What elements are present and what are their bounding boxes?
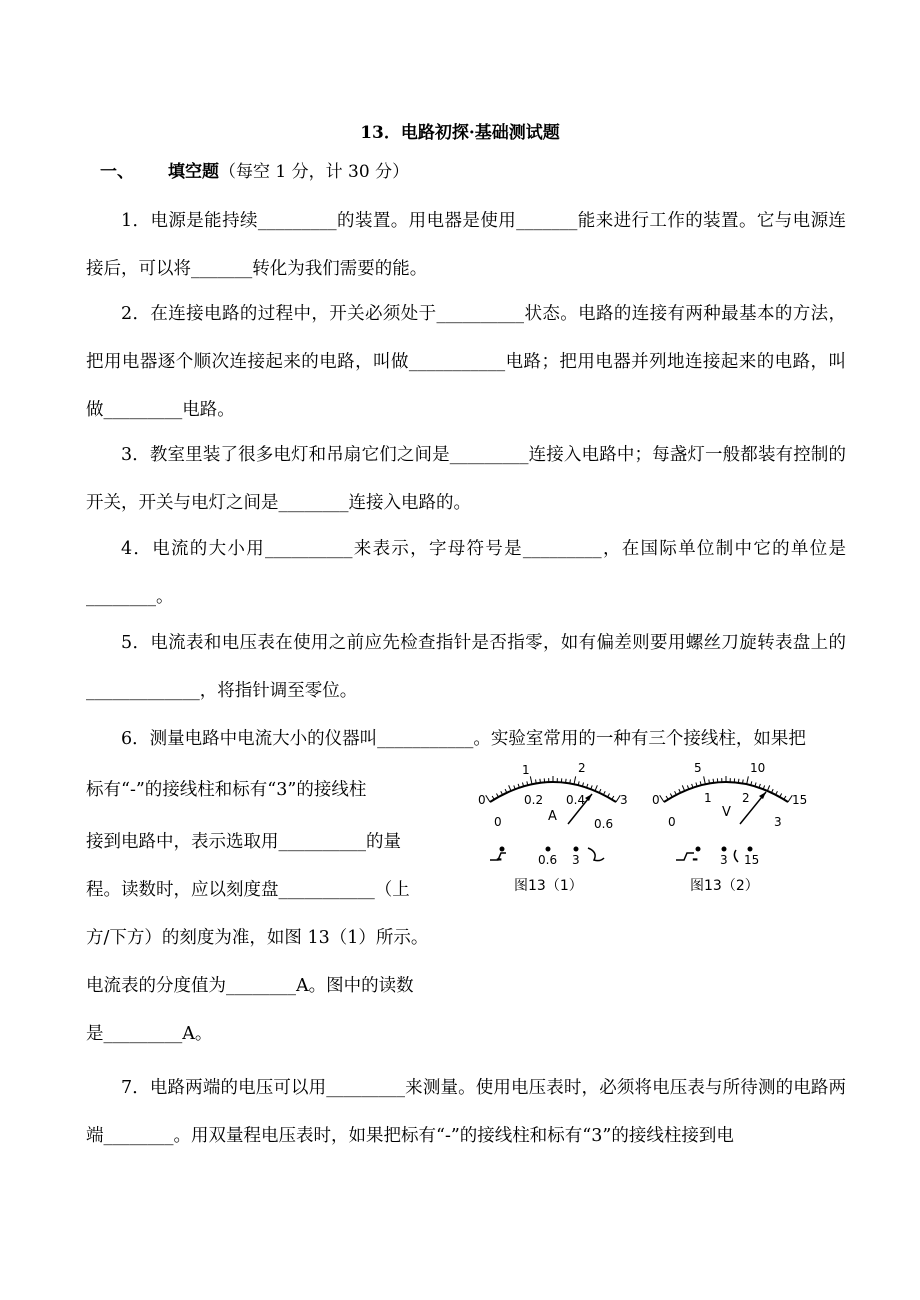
dial-tick: [709, 779, 710, 783]
question-6-line: 方/下方）的刻度为准，如图 13（1）所示。: [86, 928, 429, 948]
question-6-line: 接到电路中，表示选取用__________的量: [86, 832, 401, 852]
question-6-line: 电流表的分度值为________A。图中的读数: [86, 976, 414, 996]
dial-tick: [566, 779, 567, 783]
voltmeter-unit: V: [722, 805, 731, 820]
voltmeter-wire: [734, 850, 738, 862]
voltmeter-needle-tip: [759, 792, 766, 799]
voltmeter-terminal-label: 3: [720, 853, 728, 867]
dial-tick: [540, 779, 541, 783]
question-3: 3．教室里装了很多电灯和吊扇它们之间是_________连接入电路中；每盏灯一般都装有控制的开关，开关与电灯之间是________连接入电路的。: [86, 445, 846, 513]
section-heading: [100, 157, 409, 182]
ammeter-terminal-label: 3: [572, 853, 580, 867]
dial-tick: [595, 785, 597, 791]
dial-tick: [660, 795, 664, 802]
ammeter-needle-tip: [585, 794, 592, 801]
section-number: 一、: [100, 162, 134, 182]
ammeter-bottom-label: 0.6: [594, 817, 614, 831]
voltmeter-scale-arc: [664, 782, 788, 802]
dial-tick: [486, 795, 490, 802]
ammeter-dial: [478, 761, 628, 894]
section-name: 填空题: [168, 162, 219, 182]
ammeter-terminal-label: -: [496, 850, 503, 868]
voltmeter-terminal-label: -: [692, 850, 699, 868]
ammeter-wire: [588, 848, 604, 861]
voltmeter-top-label: 0: [652, 793, 660, 807]
ammeter-bottom-label: 0.4: [566, 793, 586, 807]
ammeter-top-label: 0: [478, 793, 486, 807]
dial-tick: [509, 785, 511, 791]
dial-tick: [574, 776, 576, 784]
question-5: 5．电流表和电压表在使用之前应先检查指针是否指零，如有偏差则要用螺丝刀旋转表盘上的_____________，将指针调至零位。: [86, 633, 846, 701]
question-1: 1．电源是能持续_________的装置。用电器是使用_______能来进行工作的装置。它与电源连接后，可以将_______转化为我们需要的能。: [86, 211, 846, 279]
question-2: 2．在连接电路的过程中，开关必须处于__________状态。电路的连接有两种最基本的方法，把用电器逐个顺次连接起来的电路，叫做___________电路；把用电器并列地连接起来的电路，叫做_________电路。: [86, 304, 846, 420]
voltmeter-top-label: 10: [750, 761, 766, 775]
dial-tick: [570, 779, 571, 783]
ammeter-terminal: [546, 847, 551, 852]
voltmeter-bottom-label: 0: [668, 815, 676, 829]
ammeter-bottom-label: 0: [494, 815, 502, 829]
ammeter-caption: 图13（1）: [514, 878, 583, 894]
question-6-line: 是_________A。: [86, 1024, 213, 1044]
voltmeter-bottom-label: 1: [704, 791, 712, 805]
question-6-first-line: 6．测量电路中电流大小的仪器叫___________。实验室常用的一种有三个接线柱，如果把: [121, 729, 806, 749]
dial-tick: [747, 776, 749, 784]
voltmeter-terminal: [722, 847, 727, 852]
ammeter-terminal: [574, 847, 579, 852]
dial-tick: [682, 785, 684, 791]
voltmeter-caption: 图13（2）: [690, 878, 759, 894]
voltmeter-top-label: 5: [694, 761, 702, 775]
question-7: 7．电路两端的电压可以用_________来测量。使用电压表时，必须将电压表与所待测的电路两端________。用双量程电压表时，如果把标有“-”的接线柱和标有“3”的接线柱接到电: [86, 1078, 846, 1146]
ammeter-bottom-label: 0.2: [524, 793, 544, 807]
voltmeter-bottom-label: 3: [774, 815, 782, 829]
ammeter-ticks: [486, 776, 621, 802]
dial-tick: [738, 779, 739, 783]
ammeter-unit: A: [548, 809, 557, 824]
question-4: 4．电流的大小用__________来表示，字母符号是_________，在国际单位制中它的单位是________。: [86, 539, 846, 607]
ammeter-scale-arc: [490, 782, 616, 802]
dial-tick: [743, 779, 744, 783]
ammeter-top-label: 2: [578, 761, 586, 775]
page-title: 13．电路初探·基础测试题: [360, 123, 560, 143]
ammeter-top-label: 3: [620, 793, 628, 807]
question-6-line: 标有“-”的接线柱和标有“3”的接线柱: [86, 780, 367, 800]
voltmeter-terminal: [748, 847, 753, 852]
question-6-line: 程。读数时，应以刻度盘___________（上: [86, 880, 410, 900]
voltmeter-bottom-label: 2: [742, 791, 750, 805]
ammeter-terminal-label: 0.6: [538, 853, 558, 867]
dial-tick: [767, 785, 769, 791]
dial-tick: [536, 779, 537, 783]
ammeter-top-label: 1: [522, 763, 530, 777]
voltmeter-top-label: 15: [792, 793, 808, 807]
voltmeter-terminal-label: 15: [744, 853, 760, 867]
dial-tick: [530, 776, 532, 784]
voltmeter-ticks: [660, 776, 793, 802]
voltmeter-dial: [652, 761, 807, 894]
dial-tick: [704, 776, 706, 784]
dial-tick: [713, 779, 714, 783]
meter-figure: [468, 760, 828, 900]
section-note: （每空 1 分，计 30 分）: [219, 162, 410, 182]
